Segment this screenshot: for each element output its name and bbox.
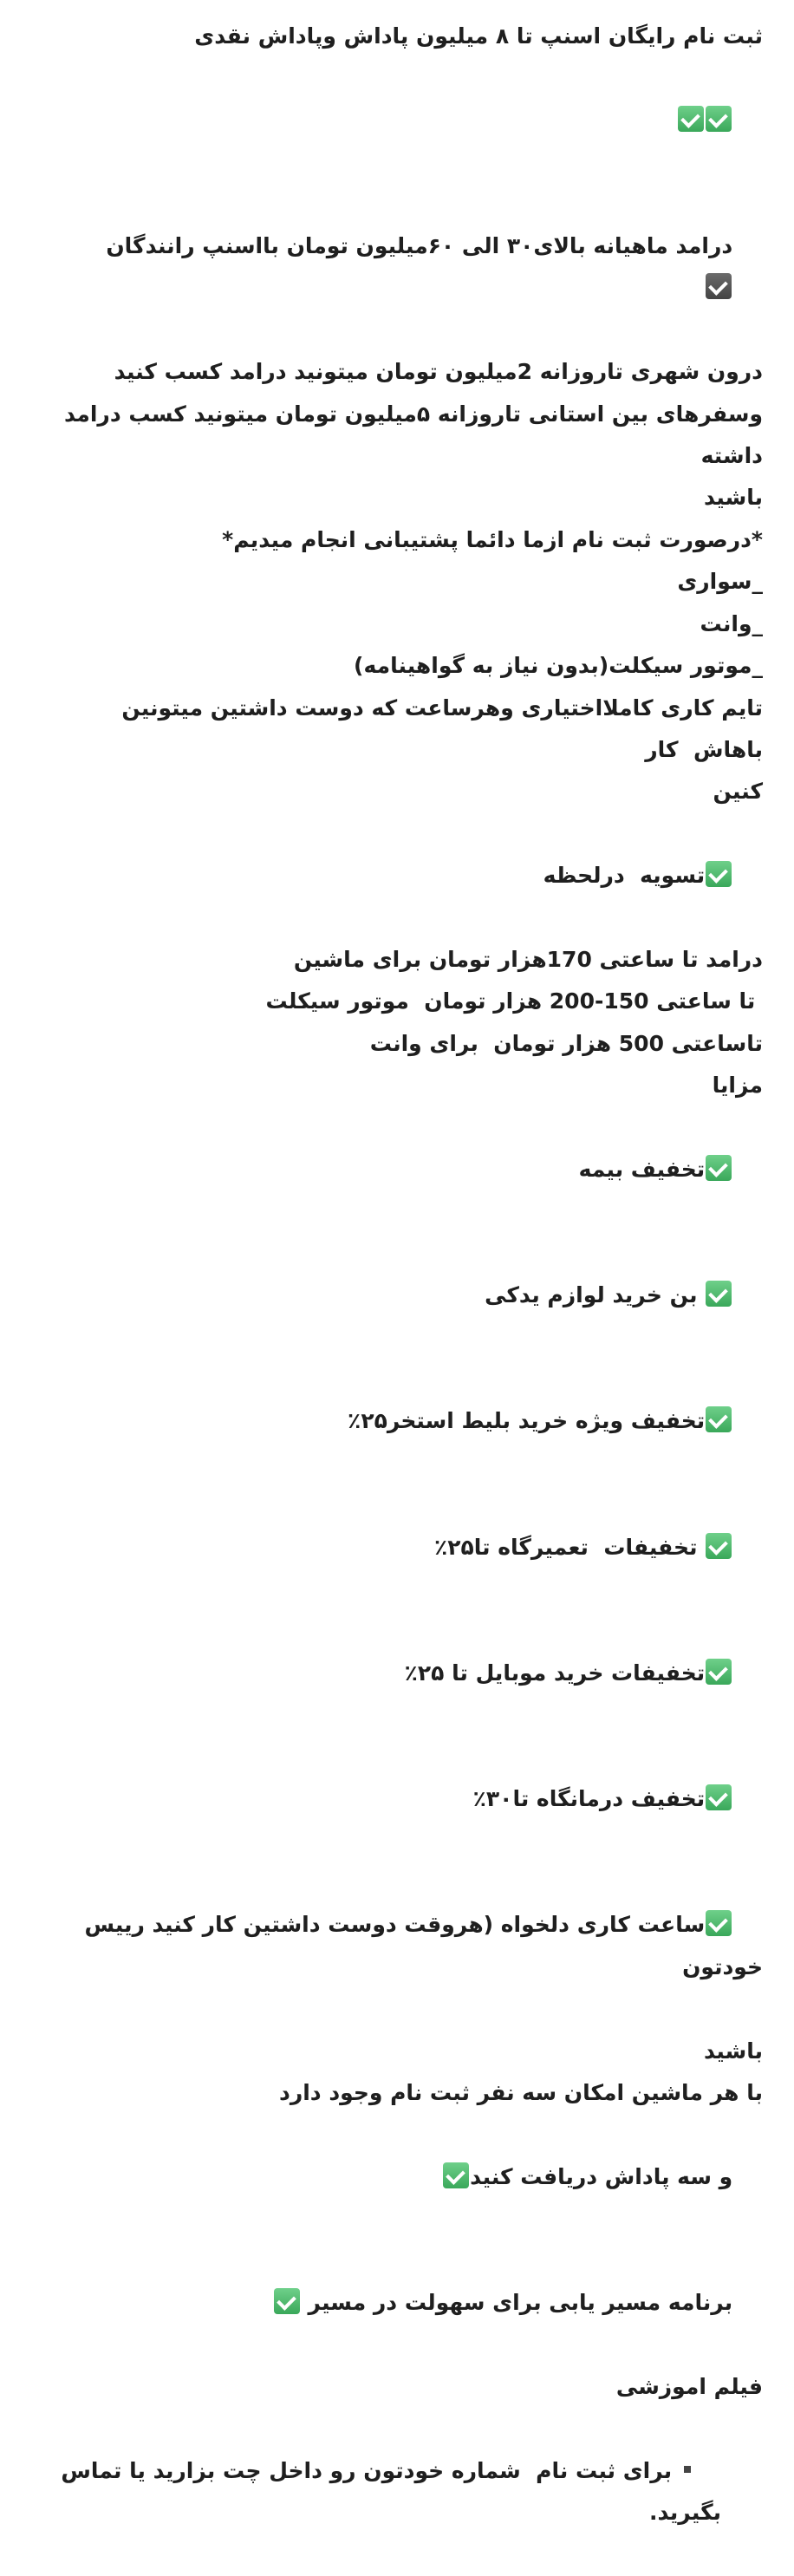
- square-bullet-icon: [684, 2466, 691, 2473]
- benefit-item: [52, 1610, 763, 1736]
- routing-text: برنامه مسیر یابی برای سهولت در مسیر: [300, 2289, 733, 2315]
- check-icon: [706, 1659, 732, 1685]
- monthly-income-text: درامد ماهیانه بالای۳۰ الی ۶۰میلیون تومان بااسنپ رانندگان: [106, 233, 733, 259]
- city-income-line: درون شهری تاروزانه 2میلیون تومان میتونید درامد کسب کنید: [114, 359, 763, 385]
- cta-line: [52, 2408, 763, 2576]
- rewards-line: [52, 2114, 763, 2240]
- check-icon: [706, 1910, 732, 1936]
- benefits-heading: مزایا: [712, 1073, 763, 1099]
- double-check-line: [52, 57, 763, 183]
- title-line: ثبت نام رایگان اسنپ تا ۸ میلیون پاداش وپاداش نقدی: [194, 23, 763, 49]
- check-icon: [706, 1406, 732, 1432]
- tutorial-line: فیلم اموزشی: [615, 2373, 763, 2399]
- intercity-income-line: وسفرهای بین استانی تاروزانه ۵میلیون تومان میتونید کسب درامد داشته: [56, 401, 763, 469]
- settlement-text: تسویه درلحظه: [543, 863, 706, 889]
- benefit-item: [52, 1359, 763, 1484]
- benefit-item: [52, 1484, 763, 1610]
- check-icon: [274, 2288, 300, 2314]
- vehicle-van: _وانت: [700, 610, 763, 636]
- benefit-text: ساعت کاری دلخواه (هروقت دوست داشتین کار کنید رییس خودتون: [76, 1912, 763, 1979]
- message-document: [52, 16, 763, 2576]
- benefit-text: تخفیفات تعمیرگاه تا۲۵٪: [433, 1534, 706, 1560]
- monthly-income-line: [52, 184, 763, 352]
- benefit-item-cont: باشید: [703, 2038, 763, 2064]
- intercity-income-cont: باشید: [703, 485, 763, 511]
- hourly-van-line: تاساعتی 500 هزار تومان برای وانت: [369, 1030, 763, 1056]
- benefit-item: [52, 1737, 763, 1862]
- benefit-item: [52, 1862, 763, 2031]
- hourly-motor-line: تا ساعتی 150-200 هزار تومان موتور سیکلت: [265, 988, 763, 1014]
- check-icon: [706, 1155, 732, 1181]
- settlement-line: [52, 813, 763, 939]
- hourly-car-line: درامد تا ساعتی 170هزار تومان برای ماشین: [293, 946, 763, 972]
- support-line: *درصورت ثبت نام ازما دائما پشتیبانی انجام میدیم*: [222, 526, 763, 552]
- benefit-text: تخفیف درمانگاه تا۳۰٪: [472, 1786, 706, 1812]
- routing-line: [52, 2240, 763, 2366]
- check-icon: [706, 1533, 732, 1559]
- check-icon: [678, 106, 704, 132]
- benefit-text: تخفیف بیمه: [578, 1156, 706, 1182]
- check-icon: [706, 1784, 732, 1810]
- check-icon: [706, 1281, 732, 1307]
- vehicle-motorcycle: _موتور سیکلت(بدون نیاز به گواهینامه): [354, 653, 763, 679]
- vehicle-car: _سواری: [677, 569, 763, 595]
- benefit-text: بن خرید لوازم یدکی: [485, 1282, 706, 1308]
- working-time-cont: کنین: [713, 779, 763, 805]
- working-time-line: تایم کاری کاملااختیاری وهرساعت که دوست داشتین میتونین باهاش کار: [114, 695, 763, 762]
- cta-text: برای ثبت نام شماره خودتون رو داخل چت بزارید یا تماس بگیرید.: [53, 2457, 721, 2525]
- check-icon: [443, 2162, 469, 2188]
- check-icon: [706, 861, 732, 887]
- benefit-text: تخفیف ویژه خرید بلیط استخر۲۵٪: [348, 1408, 706, 1434]
- benefit-text: تخفیفات خرید موبایل تا ۲۵٪: [404, 1660, 706, 1686]
- gray-check-icon: [706, 273, 732, 299]
- check-icon: [706, 106, 732, 132]
- rewards-text: و سه پاداش دریافت کنید: [470, 2163, 733, 2189]
- benefit-item: [52, 1233, 763, 1359]
- per-car-line: با هر ماشین امکان سه نفر ثبت نام وجود دارد: [279, 2079, 763, 2105]
- benefit-item: [52, 1107, 763, 1233]
